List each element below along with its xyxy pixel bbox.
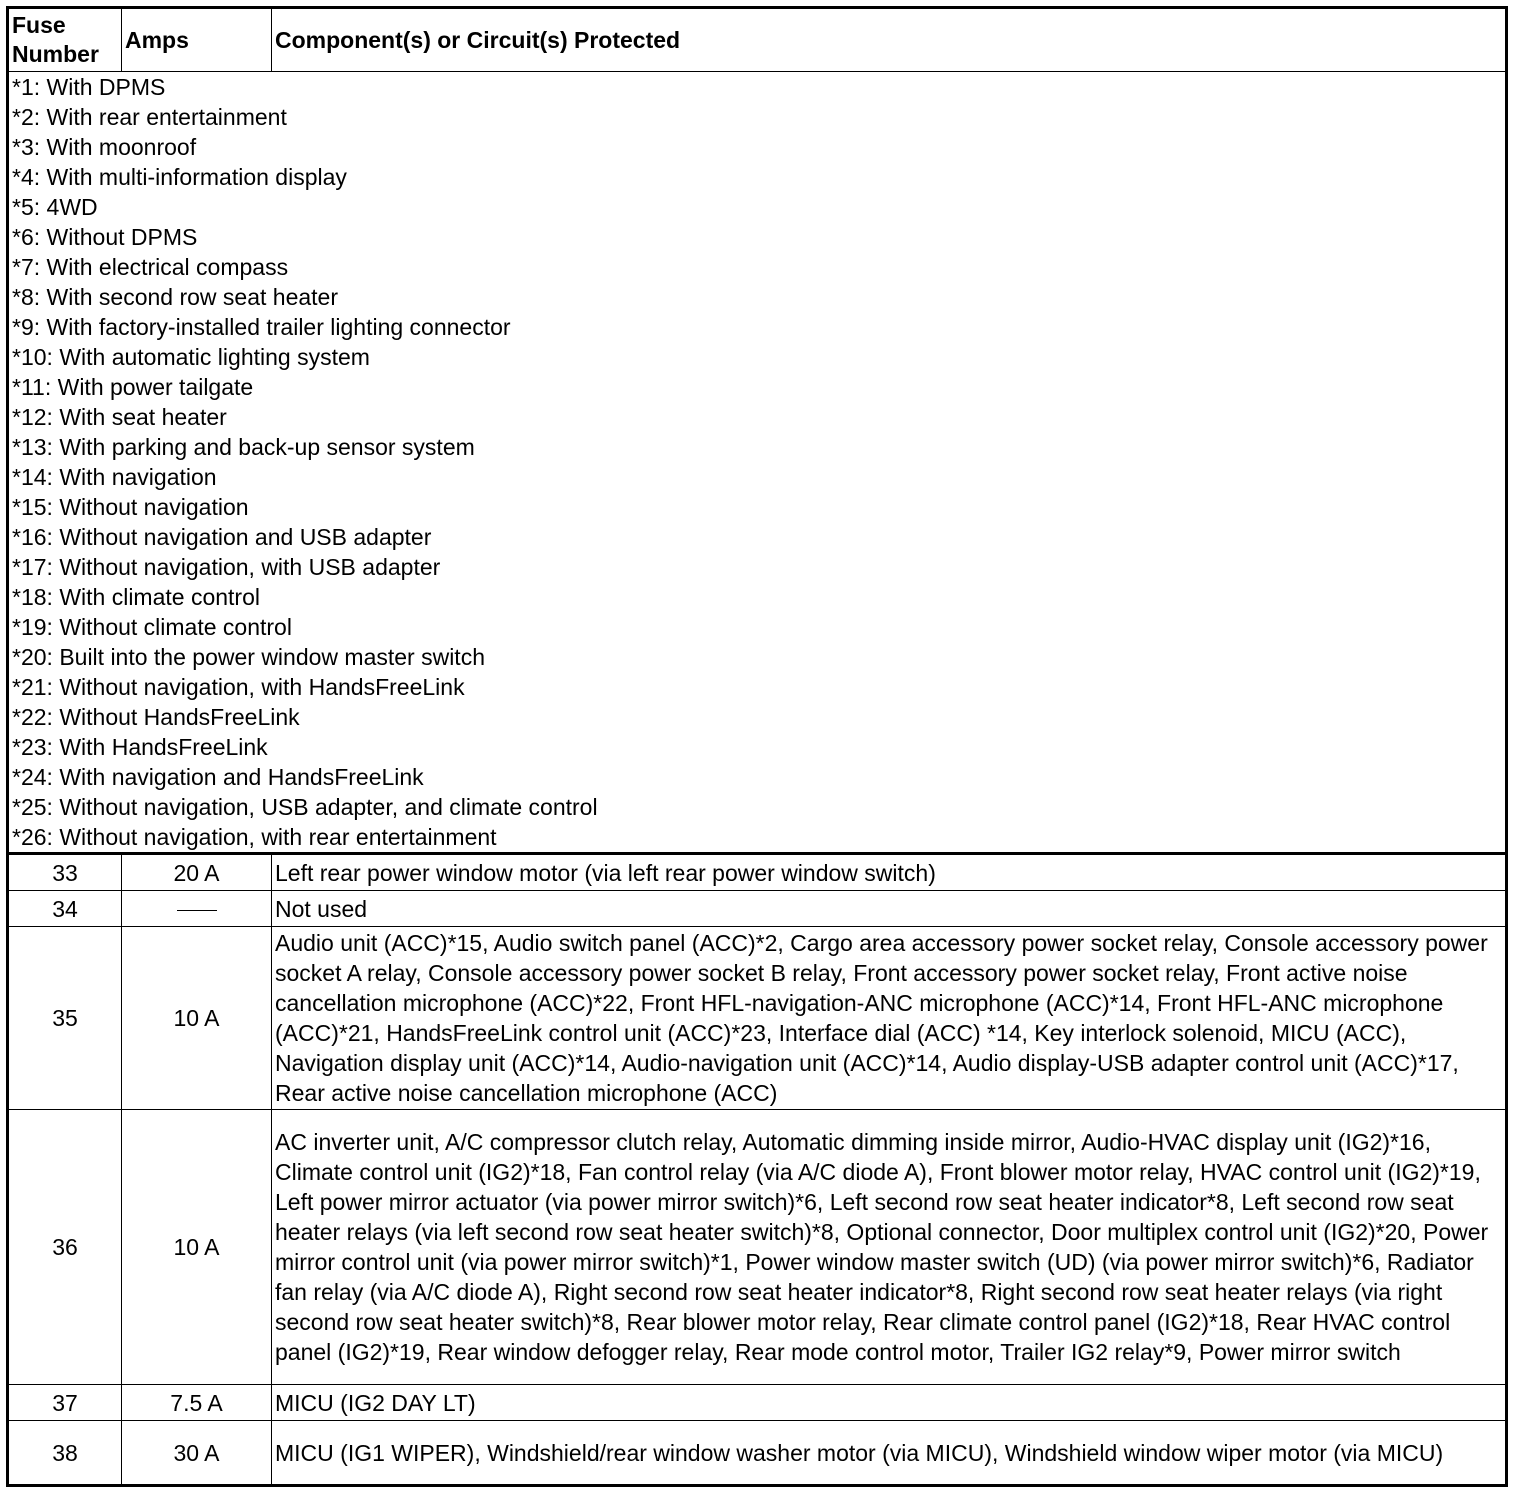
amps-cell: 10 A: [122, 1110, 272, 1385]
note-item: *11: With power tailgate: [12, 374, 254, 400]
note-item: *17: Without navigation, with USB adapter: [12, 554, 441, 580]
components-cell: AC inverter unit, A/C compressor clutch relay, Automatic dimming inside mirror, Audio-HVAC display unit (IG2)*16, Climate control unit (IG2)*18, Fan control relay (via A/C diode A), Front blower motor relay, HVAC control unit (IG2)*19, Left power mirror actuator (via power mirror switch)*6, Left second row seat heater indicator*8, Left second row seat heater relays (via left second row seat heater switch)*8, Optional connector, Door multiplex control unit (IG2)*20, Power mirror control unit (via power mirror switch)*1, Power window master switch (UD) (via power mirror switch)*6, Radiator fan relay (via A/C diode A), Right second row seat heater indicator*8, Right second row seat heater relays (via right second row seat heater switch)*8, Rear blower motor relay, Rear climate control panel (IG2)*18, Rear HVAC control panel (IG2)*19, Rear window defogger relay, Rear mode control motor, Trailer IG2 relay*9, Power mirror switch: [272, 1110, 1507, 1385]
note-item: *26: Without navigation, with rear entertainment: [12, 824, 497, 850]
components-cell: Left rear power window motor (via left rear power window switch): [272, 854, 1507, 891]
table-row: [8, 1385, 1507, 1421]
note-item: *9: With factory-installed trailer lighting connector: [12, 314, 511, 340]
note-item: *15: Without navigation: [12, 494, 249, 520]
amps-cell: 30 A: [122, 1421, 272, 1486]
amps-cell: 10 A: [122, 927, 272, 1110]
table-row: [8, 1110, 1507, 1385]
note-item: *7: With electrical compass: [12, 254, 289, 280]
note-item: *2: With rear entertainment: [12, 104, 287, 130]
components-cell: Not used: [272, 891, 1507, 927]
amps-cell: [122, 891, 272, 927]
note-item: *8: With second row seat heater: [12, 284, 338, 310]
amps-cell: 20 A: [122, 854, 272, 891]
fuse-table: [6, 6, 1508, 1487]
note-item: *6: Without DPMS: [12, 224, 198, 250]
table-header: [8, 8, 1507, 72]
note-item: *19: Without climate control: [12, 614, 292, 640]
fuse-number-cell: 34: [8, 891, 122, 927]
note-item: *20: Built into the power window master switch: [12, 644, 485, 670]
fuse-number-cell: 33: [8, 854, 122, 891]
note-item: *1: With DPMS: [12, 74, 166, 100]
note-item: *24: With navigation and HandsFreeLink: [12, 764, 424, 790]
header-fuse-number: Fuse Number: [8, 8, 122, 72]
fuse-number-cell: 36: [8, 1110, 122, 1385]
table-row: [8, 854, 1507, 891]
note-item: *21: Without navigation, with HandsFreeLink: [12, 674, 465, 700]
amps-cell: 7.5 A: [122, 1385, 272, 1421]
note-item: *4: With multi-information display: [12, 164, 347, 190]
table-row: [8, 1421, 1507, 1486]
table-row: [8, 891, 1507, 927]
table-row: [8, 927, 1507, 1110]
fuse-number-cell: 35: [8, 927, 122, 1110]
header-components: Component(s) or Circuit(s) Protected: [272, 8, 1507, 72]
not-applicable-dash: [177, 910, 217, 911]
note-item: *25: Without navigation, USB adapter, and climate control: [12, 794, 598, 820]
note-item: *12: With seat heater: [12, 404, 227, 430]
header-amps: Amps: [122, 8, 272, 72]
fuse-number-cell: 38: [8, 1421, 122, 1486]
note-item: *5: 4WD: [12, 194, 98, 220]
note-item: *13: With parking and back-up sensor system: [12, 434, 475, 460]
note-item: *14: With navigation: [12, 464, 217, 490]
note-item: *18: With climate control: [12, 584, 260, 610]
note-item: *16: Without navigation and USB adapter: [12, 524, 432, 550]
components-cell: MICU (IG1 WIPER), Windshield/rear window washer motor (via MICU), Windshield window wiper motor (via MICU): [272, 1421, 1507, 1486]
notes-cell: [8, 72, 1507, 854]
note-item: *22: Without HandsFreeLink: [12, 704, 300, 730]
note-item: *23: With HandsFreeLink: [12, 734, 268, 760]
fuse-number-cell: 37: [8, 1385, 122, 1421]
components-cell: MICU (IG2 DAY LT): [272, 1385, 1507, 1421]
components-cell: Audio unit (ACC)*15, Audio switch panel (ACC)*2, Cargo area accessory power socket relay, Console accessory power socket A relay, Console accessory power socket B relay, Front accessory power socket relay, Front active noise cancellation microphone (ACC)*22, Front HFL-navigation-ANC microphone (ACC)*14, Front HFL-ANC microphone (ACC)*21, HandsFreeLink control unit (ACC)*23, Interface dial (ACC) *14, Key interlock solenoid, MICU (ACC), Navigation display unit (ACC)*14, Audio-navigation unit (ACC)*14, Audio display-USB adapter control unit (ACC)*17, Rear active noise cancellation microphone (ACC): [272, 927, 1507, 1110]
note-item: *3: With moonroof: [12, 134, 197, 160]
notes-row: [8, 72, 1507, 854]
note-item: *10: With automatic lighting system: [12, 344, 370, 370]
